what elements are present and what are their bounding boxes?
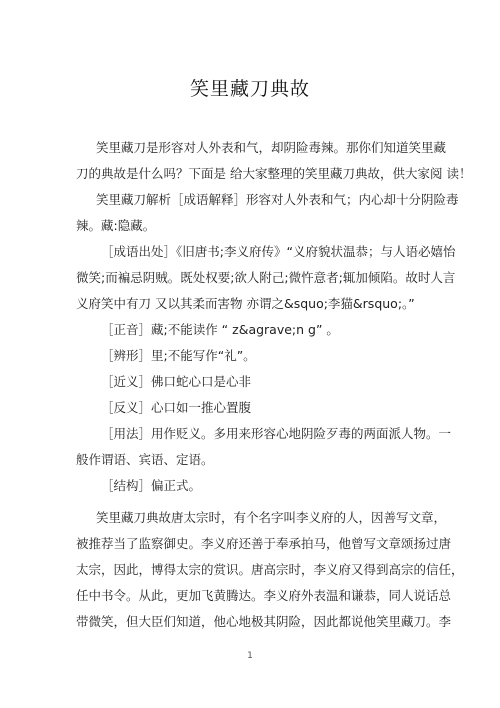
body-line: 太宗，因此，博得太宗的赏识。唐高宗时，李义府又得到高宗的信任， <box>76 562 464 577</box>
body-line: 义府笑中有刀 又以其柔而害物 亦谓之&squo;李猫&rsquo;。” <box>76 296 415 311</box>
body-line: 带微笑，但大臣们知道，他心地极其阴险，因此都说他笑里藏刀。李 <box>76 614 452 629</box>
document-title: 笑里藏刀典故 <box>189 78 310 100</box>
body-line: 微笑;而褊忌阴贼。既处权要;欲人附己;微忤意者;辄加倾陷。故时人言 <box>76 270 456 285</box>
body-line: 辣。藏:隐藏。 <box>76 218 156 233</box>
body-line: ［辨形］里;不能写作“礼”。 <box>101 348 256 363</box>
body-line: 般作谓语、宾语、定语。 <box>76 452 214 467</box>
body-line: 笑里藏刀典故唐太宗时，有个名字叫李义府的人，因善写文章， <box>96 510 447 525</box>
body-line: ［用法］用作贬义。多用来形容心地阴险歹毒的两面派人物。一 <box>101 426 452 441</box>
body-line: ［正音］藏;不能读作 “ z&agrave;n g” 。 <box>101 322 339 337</box>
body-line: ［反义］心口如一推心置腹 <box>101 400 252 415</box>
body-line: ［成语出处］《旧唐书;李义府传》“义府貌状温恭；与人语必嬉怡 <box>101 244 456 259</box>
body-line: 刀的典故是什么吗？下面是 给大家整理的笑里藏刀典故，供大家阅 读！ <box>76 166 472 181</box>
body-line: 笑里藏刀解析［成语解释］形容对人外表和气；内心却十分阴险毒 <box>96 192 459 207</box>
body-line: ［近义］佛口蛇心口是心非 <box>101 374 252 389</box>
body-line: 被推荐当了监察御史。李义府还善于奉承拍马，他曾写文章颂扬过唐 <box>76 536 452 551</box>
body-line: ［结构］偏正式。 <box>101 478 202 493</box>
body-line: 任中书令。从此，更加飞黄腾达。李义府外表温和谦恭，同人说话总 <box>76 588 452 603</box>
page-number: 1 <box>247 651 253 661</box>
body-line: 笑里藏刀是形容对人外表和气，却阴险毒辣。那你们知道笑里藏 <box>96 140 447 155</box>
